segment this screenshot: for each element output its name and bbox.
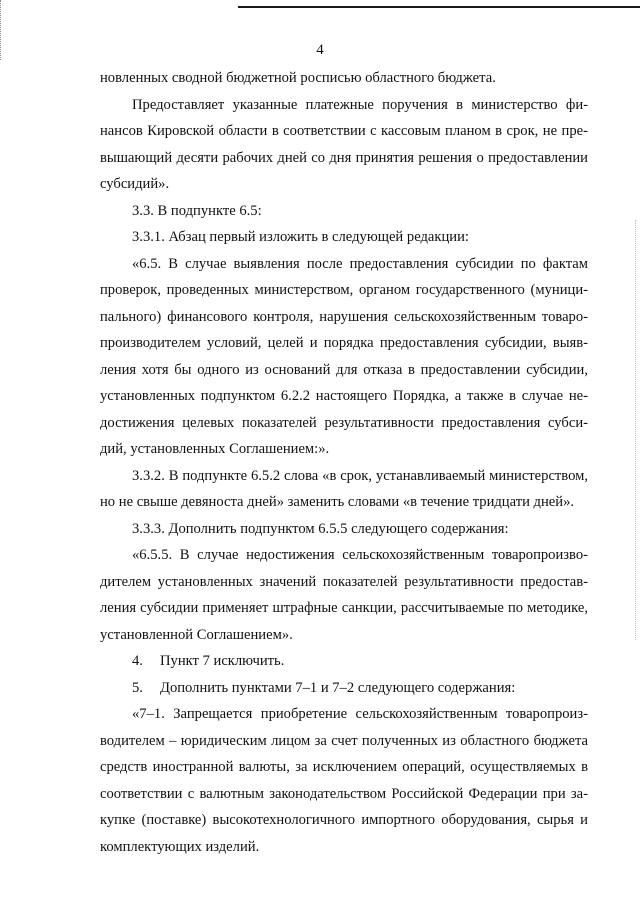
text-line: субсидий». <box>100 176 170 192</box>
paragraph <box>100 92 588 198</box>
text-line: соответствии с валютным законодательством Российской Федерации при за- <box>100 785 588 802</box>
text-line: установленных подпунктом 6.2.2 настоящего Порядка, а также в случае не- <box>100 388 588 404</box>
document-body <box>100 65 588 860</box>
text-line: ления субсидии применяет штрафные санкции, рассчитываемые по методике, <box>100 600 588 616</box>
text-line <box>100 675 588 702</box>
paragraph <box>100 224 588 251</box>
numbered-item <box>100 648 588 675</box>
page-number: 4 <box>316 42 324 58</box>
item-number: 5. <box>132 679 143 696</box>
text-line: «6.5. В случае выявления после предоставления субсидии по фактам <box>132 255 588 272</box>
text-line: проверок, проведенных министерством, органом государственного (муници- <box>100 282 588 298</box>
text-line: новленных сводной бюджетной росписью областного бюджета. <box>100 70 496 86</box>
text-line: «6.5.5. В случае недостижения сельскохозяйственным товаропроизво- <box>132 547 588 563</box>
text-line: пального) финансового контроля, нарушения сельскохозяйственным товаро- <box>100 308 588 325</box>
text-line: Предоставляет указанные платежные поручения в министерство фи- <box>132 96 588 113</box>
text-line: вышающий десяти рабочих дней со дня принятия решения о предоставлении <box>100 149 588 166</box>
paragraph <box>100 463 588 516</box>
text-line: дий, установленных Соглашением:». <box>100 441 330 457</box>
text-line: «7–1. Запрещается приобретение сельскохозяйственным товаропроиз- <box>132 706 588 722</box>
paragraph <box>100 65 588 92</box>
text-line: водителем – юридическим лицом за счет полученных из областного бюджета <box>100 732 588 749</box>
text-line: 3.3. В подпункте 6.5: <box>132 202 262 219</box>
text-line: 3.3.2. В подпункте 6.5.2 слова «в срок, устанавливаемый министерством, <box>132 467 588 484</box>
text-line: установленной Соглашением». <box>100 626 293 643</box>
paragraph <box>100 701 588 860</box>
text-line <box>100 648 588 675</box>
paragraph <box>100 542 588 648</box>
text-line: нансов Кировской области в соответствии с кассовым планом в срок, не пре- <box>100 123 588 139</box>
scan-right-edge <box>633 220 636 640</box>
text-line: средств иностранной валюты, за исключением операций, осуществляемых в <box>100 759 588 775</box>
text-line: но не свыше девяноста дней» заменить словами «в течение тридцати дней». <box>100 494 575 510</box>
text-line: производителем условий, целей и порядка предоставления субсидии, выяв- <box>100 335 588 351</box>
paragraph <box>100 516 588 543</box>
item-text: Дополнить пунктами 7–1 и 7–2 следующего содержания: <box>160 679 516 696</box>
text-line: достижения целевых показателей результативности предоставления субси- <box>100 414 588 431</box>
item-number: 4. <box>132 653 143 669</box>
paragraph <box>100 198 588 225</box>
text-line: 3.3.3. Дополнить подпунктом 6.5.5 следующего содержания: <box>132 520 509 537</box>
text-line: купке (поставке) высокотехнологичного импортного оборудования, сырья и <box>100 812 588 828</box>
paragraph <box>100 251 588 463</box>
numbered-item <box>100 675 588 702</box>
text-line: ления хотя бы одного из оснований для отказа в предоставлении субсидии, <box>100 361 588 378</box>
text-line: дителем установленных значений показателей результативности предостав- <box>100 573 588 590</box>
top-border-line <box>238 6 640 8</box>
text-line: 3.3.1. Абзац первый изложить в следующей редакции: <box>132 229 469 245</box>
text-line: комплектующих изделий. <box>100 838 260 855</box>
item-text: Пункт 7 исключить. <box>160 653 285 669</box>
